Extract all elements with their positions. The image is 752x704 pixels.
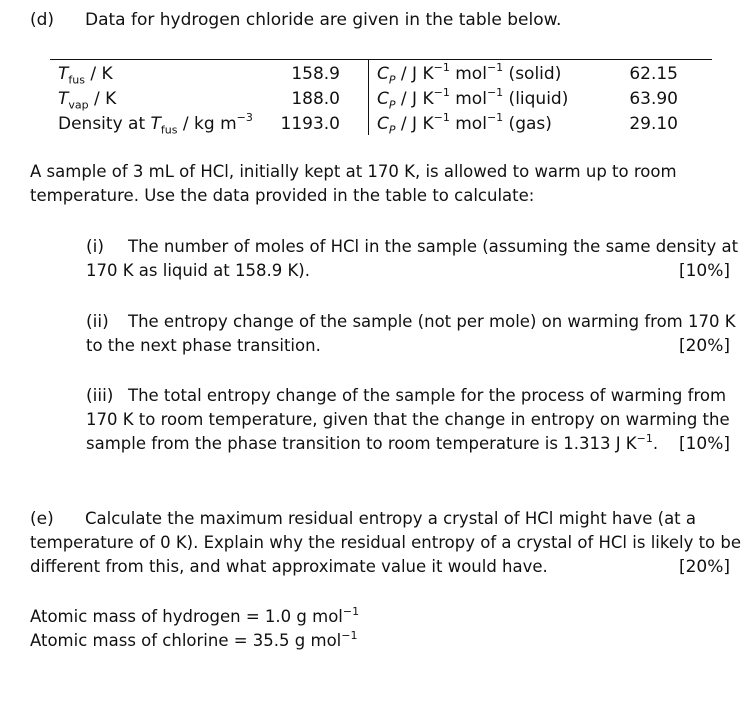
marks-label: [20%] [678, 336, 730, 356]
question-number: (i) [86, 237, 104, 257]
part-d-label: (d) [30, 10, 55, 30]
question-number: (iii) [86, 386, 114, 406]
table-value: 62.15 [629, 64, 678, 84]
table-param-label: $C_P$ / J $K^{-1}$ mol$^{-1}$ (liquid) [377, 86, 569, 112]
table-param-label: $T_{fus}$ / K [58, 64, 113, 87]
marks-label: [10%] [678, 261, 730, 281]
table-param-label: $T_{vap}$ / K [58, 89, 117, 112]
table-value: 158.9 [291, 64, 340, 84]
question-text: 170 K to room temperature, given that the change in entropy on warming the [86, 410, 730, 429]
question-text: different from this, and what approximate value it would have. [30, 557, 548, 576]
marks-label: [10%] [678, 434, 730, 454]
table-value: 1193.0 [280, 114, 340, 134]
question-text: sample from the phase transition to room temperature is 1.313 J $K^{-1}$. [86, 431, 659, 453]
table-param-label: Density at $T_{fus}$ / kg $m^{-3}$ [58, 111, 253, 137]
question-text: temperature of 0 K). Explain why the residual entropy of a crystal of HCl is likely to be [30, 533, 742, 552]
part-d-intro: Data for hydrogen chloride are given in the table below. [85, 10, 562, 30]
question-text: The entropy change of the sample (not per mole) on warming from 170 K [128, 312, 736, 331]
question-text: 170 K as liquid at 158.9 K). [86, 261, 310, 280]
paragraph-line: temperature. Use the data provided in the table to calculate: [30, 186, 535, 205]
table-divider [368, 60, 369, 135]
question-number: (ii) [86, 312, 109, 332]
question-text: The total entropy change of the sample for the process of warming from [128, 386, 727, 405]
table-value: 63.90 [629, 89, 678, 109]
question-text: to the next phase transition. [86, 336, 321, 355]
table-top-rule [50, 59, 712, 60]
part-e-label: (e) [30, 509, 54, 529]
question-text: The number of moles of HCl in the sample (assuming the same density at [128, 237, 739, 256]
atomic-mass-hydrogen: Atomic mass of hydrogen = 1.0 g mol$^{-1}$ [30, 604, 360, 626]
marks-label: [20%] [678, 557, 730, 577]
atomic-mass-chlorine: Atomic mass of chlorine = 35.5 g mol$^{-1}$ [30, 628, 358, 650]
table-param-label: $C_P$ / J $K^{-1}$ mol$^{-1}$ (gas) [377, 111, 552, 137]
paragraph-line: A sample of 3 mL of HCl, initially kept at 170 K, is allowed to warm up to room [30, 162, 677, 181]
table-param-label: $C_P$ / J $K^{-1}$ mol$^{-1}$ (solid) [377, 61, 562, 87]
table-value: 29.10 [629, 114, 678, 134]
table-value: 188.0 [291, 89, 340, 109]
question-text: Calculate the maximum residual entropy a crystal of HCl might have (at a [85, 509, 697, 528]
